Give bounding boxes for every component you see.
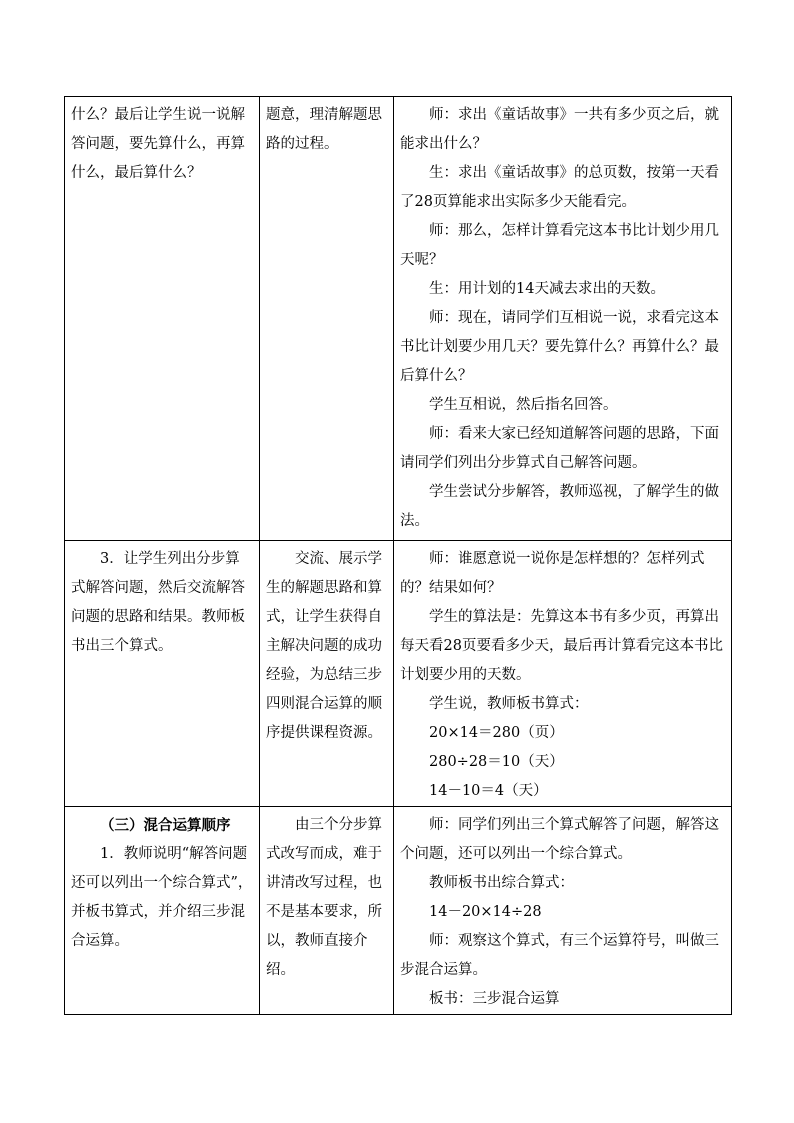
cell-paragraph: 师：现在，请同学们互相说一说，求看完这本书比计划要少用几天？要先算什么？再算什么？最后算什么？ bbox=[400, 310, 719, 384]
cell-paragraph: 师：同学们列出三个算式解答了问题，解答这个问题，还可以列出一个综合算式。 bbox=[400, 817, 719, 862]
lesson-plan-table bbox=[64, 96, 732, 1015]
equation-line: 14－20×14÷28 bbox=[429, 904, 542, 920]
cell-paragraph: 交流、展示学生的解题思路和算式，让学生获得自主解决问题的成功经验，为总结三步四则混合运算的顺序提供课程资源。 bbox=[266, 551, 382, 741]
cell-paragraph: 题意，理清解题思路的过程。 bbox=[266, 107, 382, 152]
design-intent-cell bbox=[260, 97, 394, 541]
cell-paragraph: 师：谁愿意说一说你是怎样想的？怎样列式的？结果如何？ bbox=[400, 551, 705, 596]
cell-paragraph: 教师板书出综合算式： bbox=[429, 875, 574, 891]
section-heading: （三）混合运算顺序 bbox=[100, 817, 231, 834]
teaching-steps-cell bbox=[65, 541, 260, 807]
design-intent-cell bbox=[260, 807, 394, 1015]
classroom-dialogue-cell bbox=[394, 541, 732, 807]
cell-paragraph: 师：求出《童话故事》一共有多少页之后，就能求出什么？ bbox=[400, 107, 719, 152]
equation-line: 20×14＝280（页） bbox=[429, 725, 564, 741]
cell-paragraph: 学生说，教师板书算式： bbox=[429, 696, 589, 712]
cell-paragraph: 1．教师说明“解答问题还可以列出一个综合算式”，并板书算式，并介绍三步混合运算。 bbox=[71, 846, 253, 949]
table-row bbox=[65, 541, 732, 807]
teaching-steps-cell bbox=[65, 97, 260, 541]
cell-paragraph: 学生互相说，然后指名回答。 bbox=[429, 397, 618, 413]
equation-line: 14－10＝4（天） bbox=[429, 783, 548, 799]
cell-paragraph: 师：看来大家已经知道解答问题的思路，下面请同学们列出分步算式自己解答问题。 bbox=[400, 426, 719, 471]
cell-paragraph: 师：观察这个算式，有三个运算符号，叫做三步混合运算。 bbox=[400, 933, 719, 978]
cell-paragraph: 3．让学生列出分步算式解答问题，然后交流解答问题的思路和结果。教师板书出三个算式。 bbox=[71, 551, 245, 654]
equation-line: 280÷28＝10（天） bbox=[429, 754, 564, 770]
design-intent-cell bbox=[260, 541, 394, 807]
cell-paragraph: 生：求出《童话故事》的总页数，按第一天看了28页算能求出实际多少天能看完。 bbox=[400, 165, 719, 210]
table-row bbox=[65, 807, 732, 1015]
teaching-steps-cell bbox=[65, 807, 260, 1015]
cell-paragraph: 师：那么，怎样计算看完这本书比计划少用几天呢？ bbox=[400, 223, 719, 268]
cell-paragraph: 由三个分步算式改写而成，难于讲清改写过程，也不是基本要求，所以，教师直接介绍。 bbox=[266, 817, 382, 978]
cell-paragraph: 学生的算法是：先算这本书有多少页，再算出每天看28页要看多少天，最后再计算看完这本书比计划要少用的天数。 bbox=[400, 609, 723, 683]
cell-paragraph: 学生尝试分步解答，教师巡视，了解学生的做法。 bbox=[400, 484, 719, 529]
table-row bbox=[65, 97, 732, 541]
classroom-dialogue-cell bbox=[394, 97, 732, 541]
classroom-dialogue-cell bbox=[394, 807, 732, 1015]
cell-paragraph: 什么？最后让学生说一说解答问题，要先算什么，再算什么，最后算什么？ bbox=[71, 107, 245, 181]
cell-paragraph: 板书：三步混合运算 bbox=[429, 991, 560, 1007]
cell-paragraph: 生：用计划的14天减去求出的天数。 bbox=[429, 281, 665, 297]
